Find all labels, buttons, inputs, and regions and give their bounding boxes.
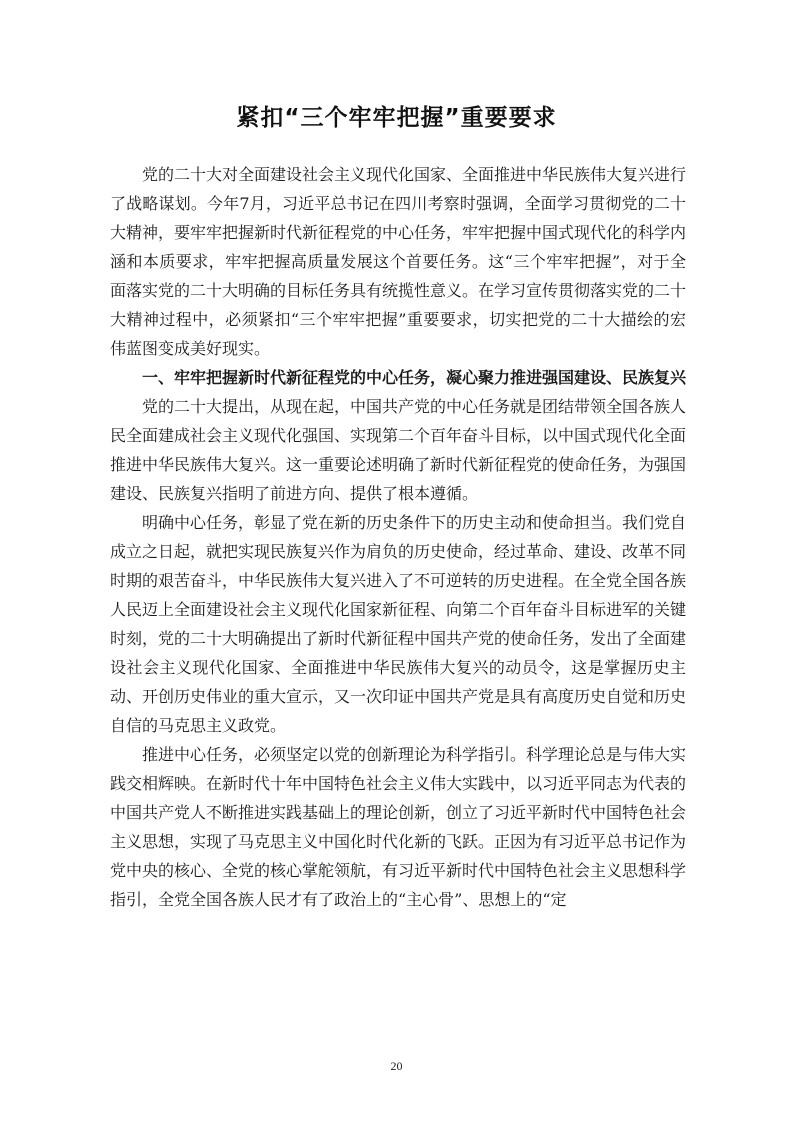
document-body (110, 160, 686, 914)
document-title: 紧扣“三个牢牢把握”重要要求 (236, 105, 557, 131)
page-number: 20 (390, 1059, 403, 1073)
paragraph-intro: 党的二十大对全面建设社会主义现代化国家、全面推进中华民族伟大复兴进行了战略谋划。今年7月，习近平总书记在四川考察时强调，全面学习贯彻党的二十大精神，要牢牢把握新时代新征程党的中心任务，牢牢把握中国式现代化的科学内涵和本质要求，牢牢把握高质量发展这个首要任务。这“三个牢牢把握”，对于全面落实党的二十大明确的目标任务具有统揽性意义。在学习宣传贯彻落实党的二十大精神过程中，必须紧扣“三个牢牢把握”重要要求，切实把党的二十大描绘的宏伟蓝图变成美好现实。 (110, 165, 687, 358)
section-heading-1: 一、牢牢把握新时代新征程党的中心任务，凝心聚力推进强国建设、民族复兴 (142, 368, 687, 387)
paragraph-historical-mission: 明确中心任务，彰显了党在新的历史条件下的历史主动和使命担当。我们党自成立之日起，就把实现民族复兴作为肩负的历史使命，经过革命、建设、改革不同时期的艰苦奋斗，中华民族伟大复兴进入了不可逆转的历史进程。在全党全国各族人民迈上全面建设社会主义现代化国家新征程、向第二个百年奋斗目标进军的关键时刻，党的二十大明确提出了新时代新征程中国共产党的使命任务，发出了全面建设社会主义现代化国家、全面推进中华民族伟大复兴的动员令，这是掌握历史主动、开创历史伟业的重大宣示，又一次印证中国共产党是具有高度历史自觉和历史自信的马克思主义政党。 (110, 513, 687, 735)
paragraph-central-task: 党的二十大提出，从现在起，中国共产党的中心任务就是团结带领全国各族人民全面建成社会主义现代化强国、实现第二个百年奋斗目标，以中国式现代化全面推进中华民族伟大复兴。这一重要论述明确了新时代新征程党的使命任务，为强国建设、民族复兴指明了前进方向、提供了根本遵循。 (110, 397, 687, 503)
paragraph-theory-guidance: 推进中心任务，必须坚定以党的创新理论为科学指引。科学理论总是与伟大实践交相辉映。在新时代十年中国特色社会主义伟大实践中，以习近平同志为代表的中国共产党人不断推进实践基础上的理论创新，创立了习近平新时代中国特色社会主义思想，实现了马克思主义中国化时代化新的飞跃。正因为有习近平总书记作为党中央的核心、全党的核心掌舵领航，有习近平新时代中国特色社会主义思想科学指引，全党全国各族人民才有了政治上的“主心骨”、思想上的“定 (110, 745, 687, 909)
